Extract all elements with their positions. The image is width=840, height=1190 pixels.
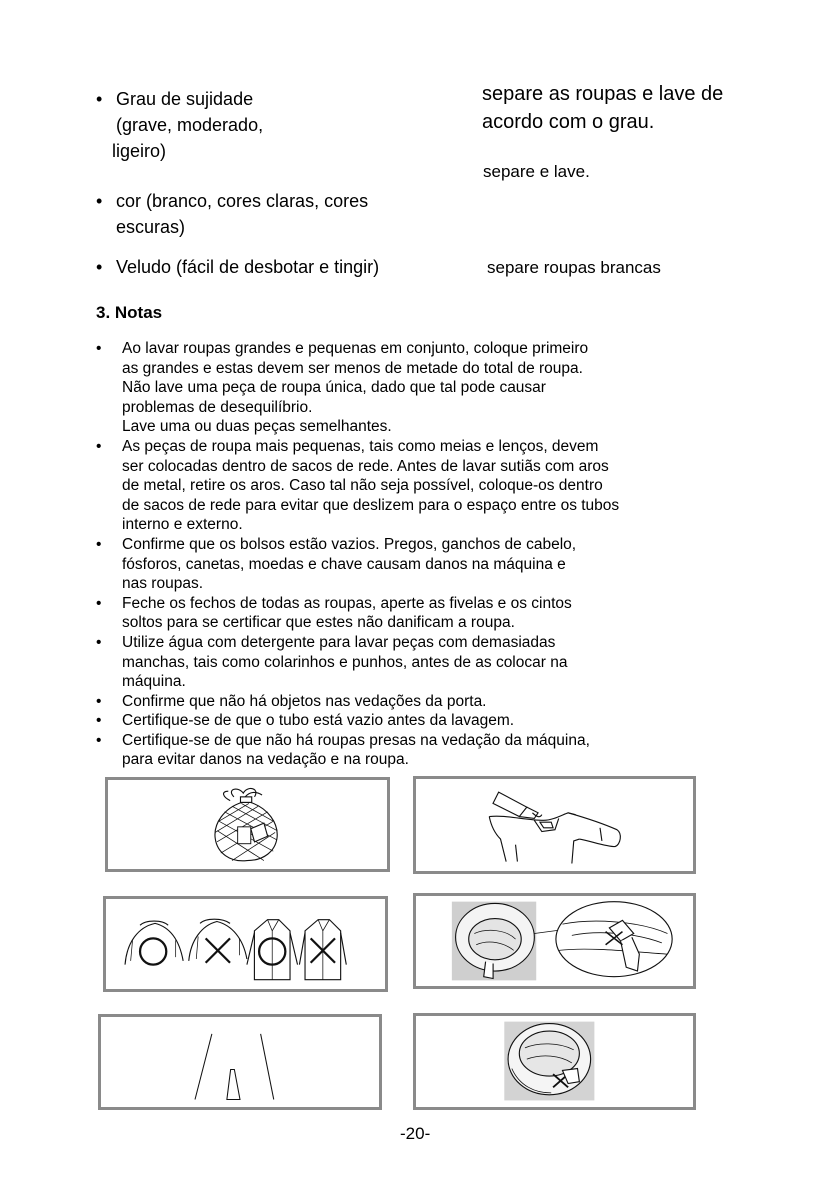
trousers-illustration <box>98 1014 382 1110</box>
mesh-bag-icon <box>108 780 387 869</box>
note-line: máquina. <box>122 673 186 691</box>
bullet: • <box>96 257 103 277</box>
fastener-correct-incorrect-illustration <box>103 896 388 992</box>
note-line: Certifique-se de que não há roupas presas na vedação da máquina, <box>122 731 590 749</box>
note-line: soltos para se certificar que estes não danificam a roupa. <box>122 614 515 632</box>
sort-velvet-instruction: separe roupas brancas <box>487 258 661 277</box>
sort-soil <box>96 86 456 164</box>
note-line: Confirme que não há objetos nas vedações da porta. <box>122 692 487 710</box>
sort-color-line: cor (branco, cores claras, cores <box>116 191 369 211</box>
bullet: • <box>96 340 102 357</box>
sort-velvet <box>96 254 476 280</box>
note-item <box>96 535 708 594</box>
sort-color-instruction: separe e lave. <box>483 162 590 181</box>
note-line: fósforos, canetas, moedas e chave causam danos na máquina e <box>122 555 566 573</box>
detergent-bottle-icon <box>416 779 693 871</box>
note-line: Feche os fechos de todas as roupas, aperte as fivelas e os cintos <box>122 594 572 612</box>
note-item <box>96 437 708 535</box>
note-line: de metal, retire os aros. Caso tal não seja possível, coloque-os dentro <box>122 477 603 495</box>
note-line: as grandes e estas devem ser menos de metade do total de roupa. <box>122 359 583 377</box>
drum-check-illustration <box>413 1013 696 1110</box>
note-line: nas roupas. <box>122 575 203 593</box>
sort-soil-instruction <box>482 80 802 136</box>
instruction-line: acordo com o grau. <box>482 111 655 133</box>
fastener-check-icon <box>106 899 385 989</box>
note-item <box>96 692 708 712</box>
sort-velvet-text: Veludo (fácil de desbotar e tingir) <box>116 257 380 277</box>
sort-color-line: escuras) <box>116 217 186 237</box>
sort-color <box>96 188 476 240</box>
sort-soil-line: ligeiro) <box>112 141 167 161</box>
note-line: As peças de roupa mais pequenas, tais como meias e lenços, devem <box>122 437 599 455</box>
note-line: manchas, tais como colarinhos e punhos, antes de as colocar na <box>122 653 568 671</box>
bullet: • <box>96 594 102 612</box>
note-line: Não lave uma peça de roupa única, dado que tal pode causar <box>122 379 546 397</box>
detergent-collar-illustration <box>413 776 696 874</box>
sort-soil-line: (grave, moderado, <box>116 115 264 135</box>
note-item <box>96 594 708 633</box>
page-number: -20- <box>400 1124 431 1143</box>
bullet: • <box>96 437 102 455</box>
mesh-bag-illustration <box>105 777 390 872</box>
bullet: • <box>96 692 102 710</box>
note-item <box>96 633 708 692</box>
instruction-line: separe as roupas e lave de <box>482 83 724 105</box>
note-line: Confirme que os bolsos estão vazios. Pregos, ganchos de cabelo, <box>122 535 577 553</box>
note-line: problemas de desequilíbrio. <box>122 398 313 416</box>
note-line: Utilize água com detergente para lavar peças com demasiadas <box>122 633 556 651</box>
trousers-icon <box>101 1017 379 1107</box>
bullet: • <box>96 712 102 730</box>
note-line: Ao lavar roupas grandes e pequenas em conjunto, coloque primeiro <box>122 340 589 357</box>
drum-icon <box>416 1016 693 1107</box>
note-line: Lave uma ou duas peças semelhantes. <box>122 418 392 436</box>
bullet: • <box>96 633 102 651</box>
door-seal-check-illustration <box>413 893 696 989</box>
note-item <box>96 731 708 770</box>
bullet: • <box>96 191 103 211</box>
note-line: para evitar danos na vedação e na roupa. <box>122 751 409 769</box>
bullet: • <box>96 535 102 553</box>
bullet: • <box>96 89 103 109</box>
section-heading: 3. Notas <box>96 303 163 322</box>
note-line: Certifique-se de que o tubo está vazio antes da lavagem. <box>122 712 515 730</box>
note-item <box>96 339 708 437</box>
bullet: • <box>96 731 102 749</box>
note-line: ser colocadas dentro de sacos de rede. Antes de lavar sutiãs com aros <box>122 457 609 475</box>
note-item <box>96 711 708 731</box>
note-line: de sacos de rede para evitar que deslizem para o espaço entre os tubos <box>122 496 620 514</box>
sort-soil-line: Grau de sujidade <box>116 89 254 109</box>
note-line: interno e externo. <box>122 516 243 534</box>
notes-list <box>96 339 708 770</box>
door-seal-icon <box>416 896 693 986</box>
